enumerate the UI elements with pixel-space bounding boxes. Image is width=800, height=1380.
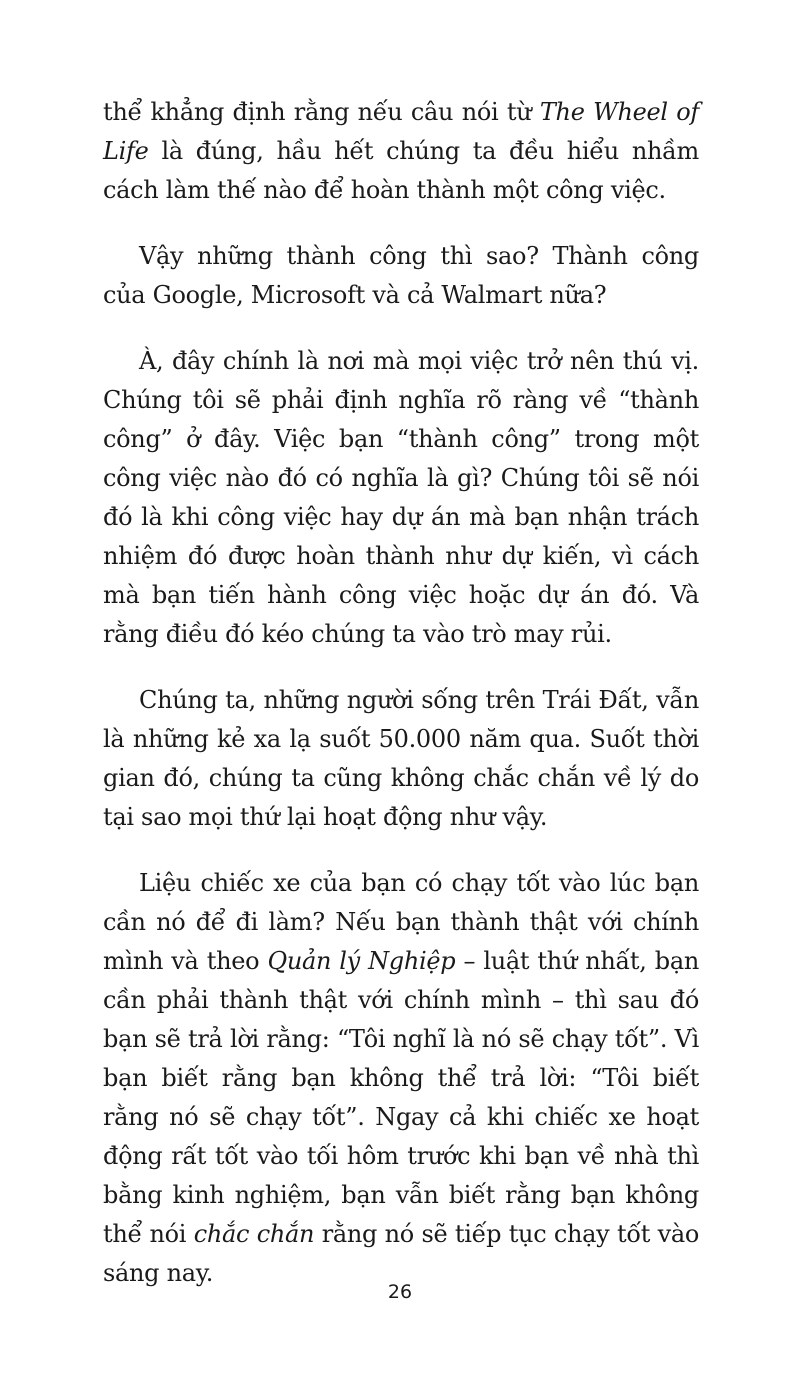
- text-segment: Liệu chiếc xe của bạn có chạy tốt vào lúc bạn cần nó để đi làm? Nếu bạn thành thật với chính mình và theo: [103, 869, 699, 975]
- text-segment: là đúng, hầu hết chúng ta đều hiểu nhầm cách làm thế nào để hoàn thành một công việc.: [103, 137, 699, 204]
- book-title-quan-ly-nghiep: Quản lý Nghiệp: [267, 947, 456, 975]
- text-segment: rằng nó sẽ tiếp tục chạy tốt vào sáng nay.: [103, 1220, 699, 1287]
- text-segment: À, đây chính là nơi mà mọi việc trở nên thú vị. Chúng tôi sẽ phải định nghĩa rõ ràng về “thành công” ở đây. Việc bạn “thành công” trong một công việc nào đó có nghĩa là gì? Chúng tôi sẽ nói đó là khi công việc hay dự án mà bạn nhận trách nhiệm đó được hoàn thành như dự kiến, vì cách mà bạn tiến hành công việc hoặc dự án đó. Và rằng điều đó kéo chúng ta vào trò may rủi.: [103, 347, 699, 648]
- paragraph-2: [103, 237, 699, 315]
- page-number: 26: [387, 1281, 413, 1303]
- text-segment: thể khẳng định rằng nếu câu nói từ: [103, 98, 540, 126]
- paragraph-3: [103, 342, 699, 654]
- text-segment: – luật thứ nhất, bạn cần phải thành thật với chính mình – thì sau đó bạn sẽ trả lời rằng: “Tôi nghĩ là nó sẽ chạy tốt”. Vì bạn biết rằng bạn không thể trả lời: “Tôi biết rằng nó sẽ chạy tốt”. Ngay cả khi chiếc xe hoạt động rất tốt vào tối hôm trước khi bạn về nhà thì bằng kinh nghiệm, bạn vẫn biết rằng bạn không thể nói: [103, 947, 699, 1248]
- paragraph-5: [103, 864, 699, 1293]
- page-body: [103, 93, 699, 1320]
- paragraph-1: [103, 93, 699, 210]
- paragraph-4: [103, 681, 699, 837]
- book-title-the-wheel-of-life: The Wheel of Life: [103, 98, 699, 165]
- text-segment: Vậy những thành công thì sao? Thành công của Google, Microsoft và cả Walmart nữa?: [103, 242, 699, 309]
- text-segment: Chúng ta, những người sống trên Trái Đất, vẫn là những kẻ xa lạ suốt 50.000 năm qua. Suốt thời gian đó, chúng ta cũng không chắc chắn về lý do tại sao mọi thứ lại hoạt động như vậy.: [103, 686, 699, 831]
- emphasis-chac-chan: chắc chắn: [193, 1220, 315, 1248]
